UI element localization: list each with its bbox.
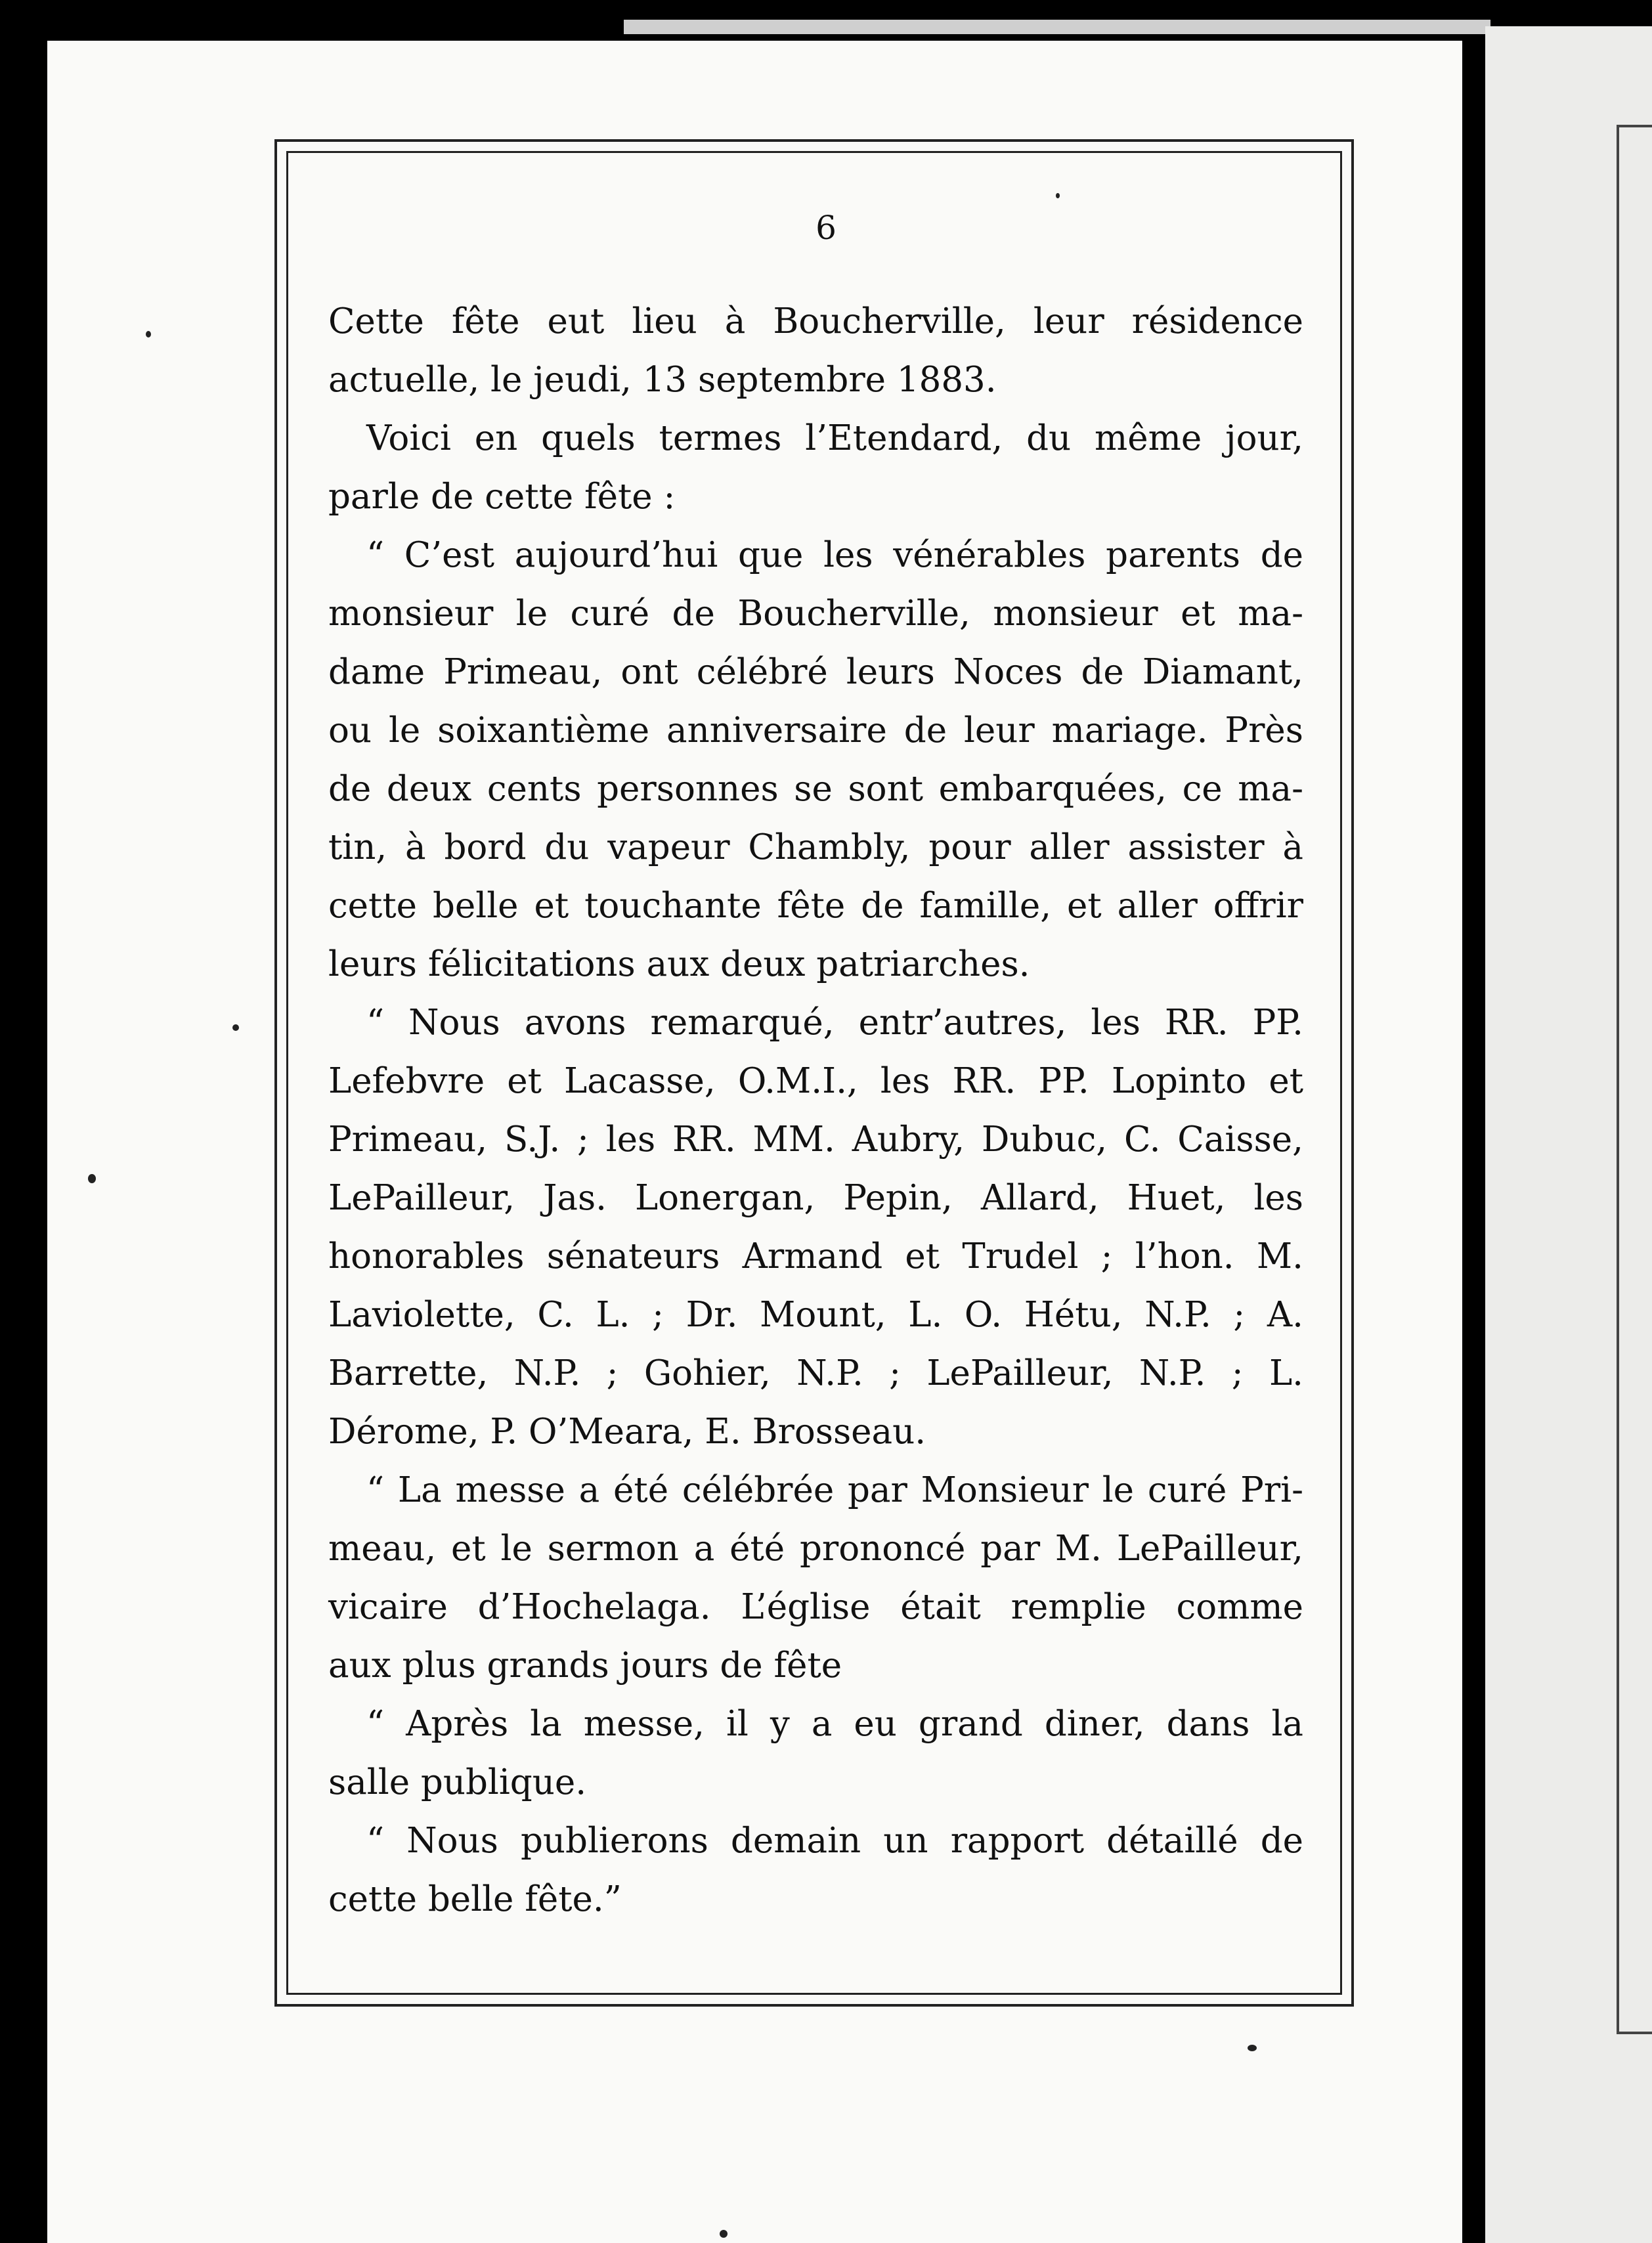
text-line: cette belle et touchante fête de famille, et aller offrir — [328, 886, 1303, 926]
text-line: vicaire d’Hochelaga. L’église était remplie comme — [328, 1587, 1303, 1627]
text-line: “ Nous avons remarqué, entr’autres, les RR. PP. — [366, 1003, 1303, 1043]
text-line: aux plus grands jours de fête — [328, 1645, 842, 1686]
text-line: LePailleur, Jas. Lonergan, Pepin, Allard, Huet, les — [328, 1178, 1303, 1218]
text-line: ou le soixantième anniversaire de leur mariage. Près — [328, 710, 1303, 751]
text-line: “ Après la messe, il y a eu grand diner, dans la — [366, 1704, 1303, 1744]
speck — [232, 1024, 239, 1031]
body-text — [328, 292, 1303, 1928]
adjacent-page — [1485, 26, 1652, 2243]
text-line: Voici en quels termes l’Etendard, du même jour, — [366, 418, 1303, 458]
text-line: honorables sénateurs Armand et Trudel ; l’hon. M. — [328, 1236, 1303, 1276]
text-line: leurs félicitations aux deux patriarches. — [328, 944, 1030, 984]
text-line: “ La messe a été célébrée par Monsieur le curé Pri- — [366, 1470, 1303, 1510]
speck — [146, 331, 151, 338]
page-top-edge — [624, 20, 1490, 34]
text-line: tin, à bord du vapeur Chambly, pour aller assister à — [328, 827, 1303, 867]
text-line: dame Primeau, ont célébré leurs Noces de Diamant, — [328, 652, 1303, 692]
text-line: Barrette, N.P. ; Gohier, N.P. ; LePailleur, N.P. ; L. — [328, 1353, 1303, 1393]
text-line: cette belle fête.” — [328, 1879, 622, 1919]
text-line: Cette fête eut lieu à Boucherville, leur résidence — [328, 301, 1303, 341]
text-line: “ Nous publierons demain un rapport détaillé de — [366, 1821, 1303, 1861]
text-line: Laviolette, C. L. ; Dr. Mount, L. O. Hétu, N.P. ; A. — [328, 1295, 1303, 1335]
speck — [1248, 2045, 1257, 2051]
text-line: actuelle, le jeudi, 13 septembre 1883. — [328, 360, 997, 400]
adjacent-page-frame — [1617, 125, 1652, 2034]
text-line: salle publique. — [328, 1762, 587, 1802]
speck — [1056, 193, 1060, 198]
text-line: Primeau, S.J. ; les RR. MM. Aubry, Dubuc, C. Caisse, — [328, 1120, 1303, 1160]
text-line: monsieur le curé de Boucherville, monsieur et ma- — [328, 594, 1303, 634]
text-line: Dérome, P. O’Meara, E. Brosseau. — [328, 1412, 926, 1452]
text-line: parle de cette fête : — [328, 477, 676, 517]
text-line: meau, et le sermon a été prononcé par M. LePailleur, — [328, 1529, 1303, 1569]
text-line: de deux cents personnes se sont embarquées, ce ma- — [328, 769, 1303, 809]
speck — [88, 1174, 96, 1183]
page-number: 6 — [815, 209, 837, 247]
text-line: Lefebvre et Lacasse, O.M.I., les RR. PP. Lopinto et — [328, 1061, 1303, 1101]
speck — [720, 2230, 728, 2238]
text-line: “ C’est aujourd’hui que les vénérables parents de — [366, 535, 1303, 575]
